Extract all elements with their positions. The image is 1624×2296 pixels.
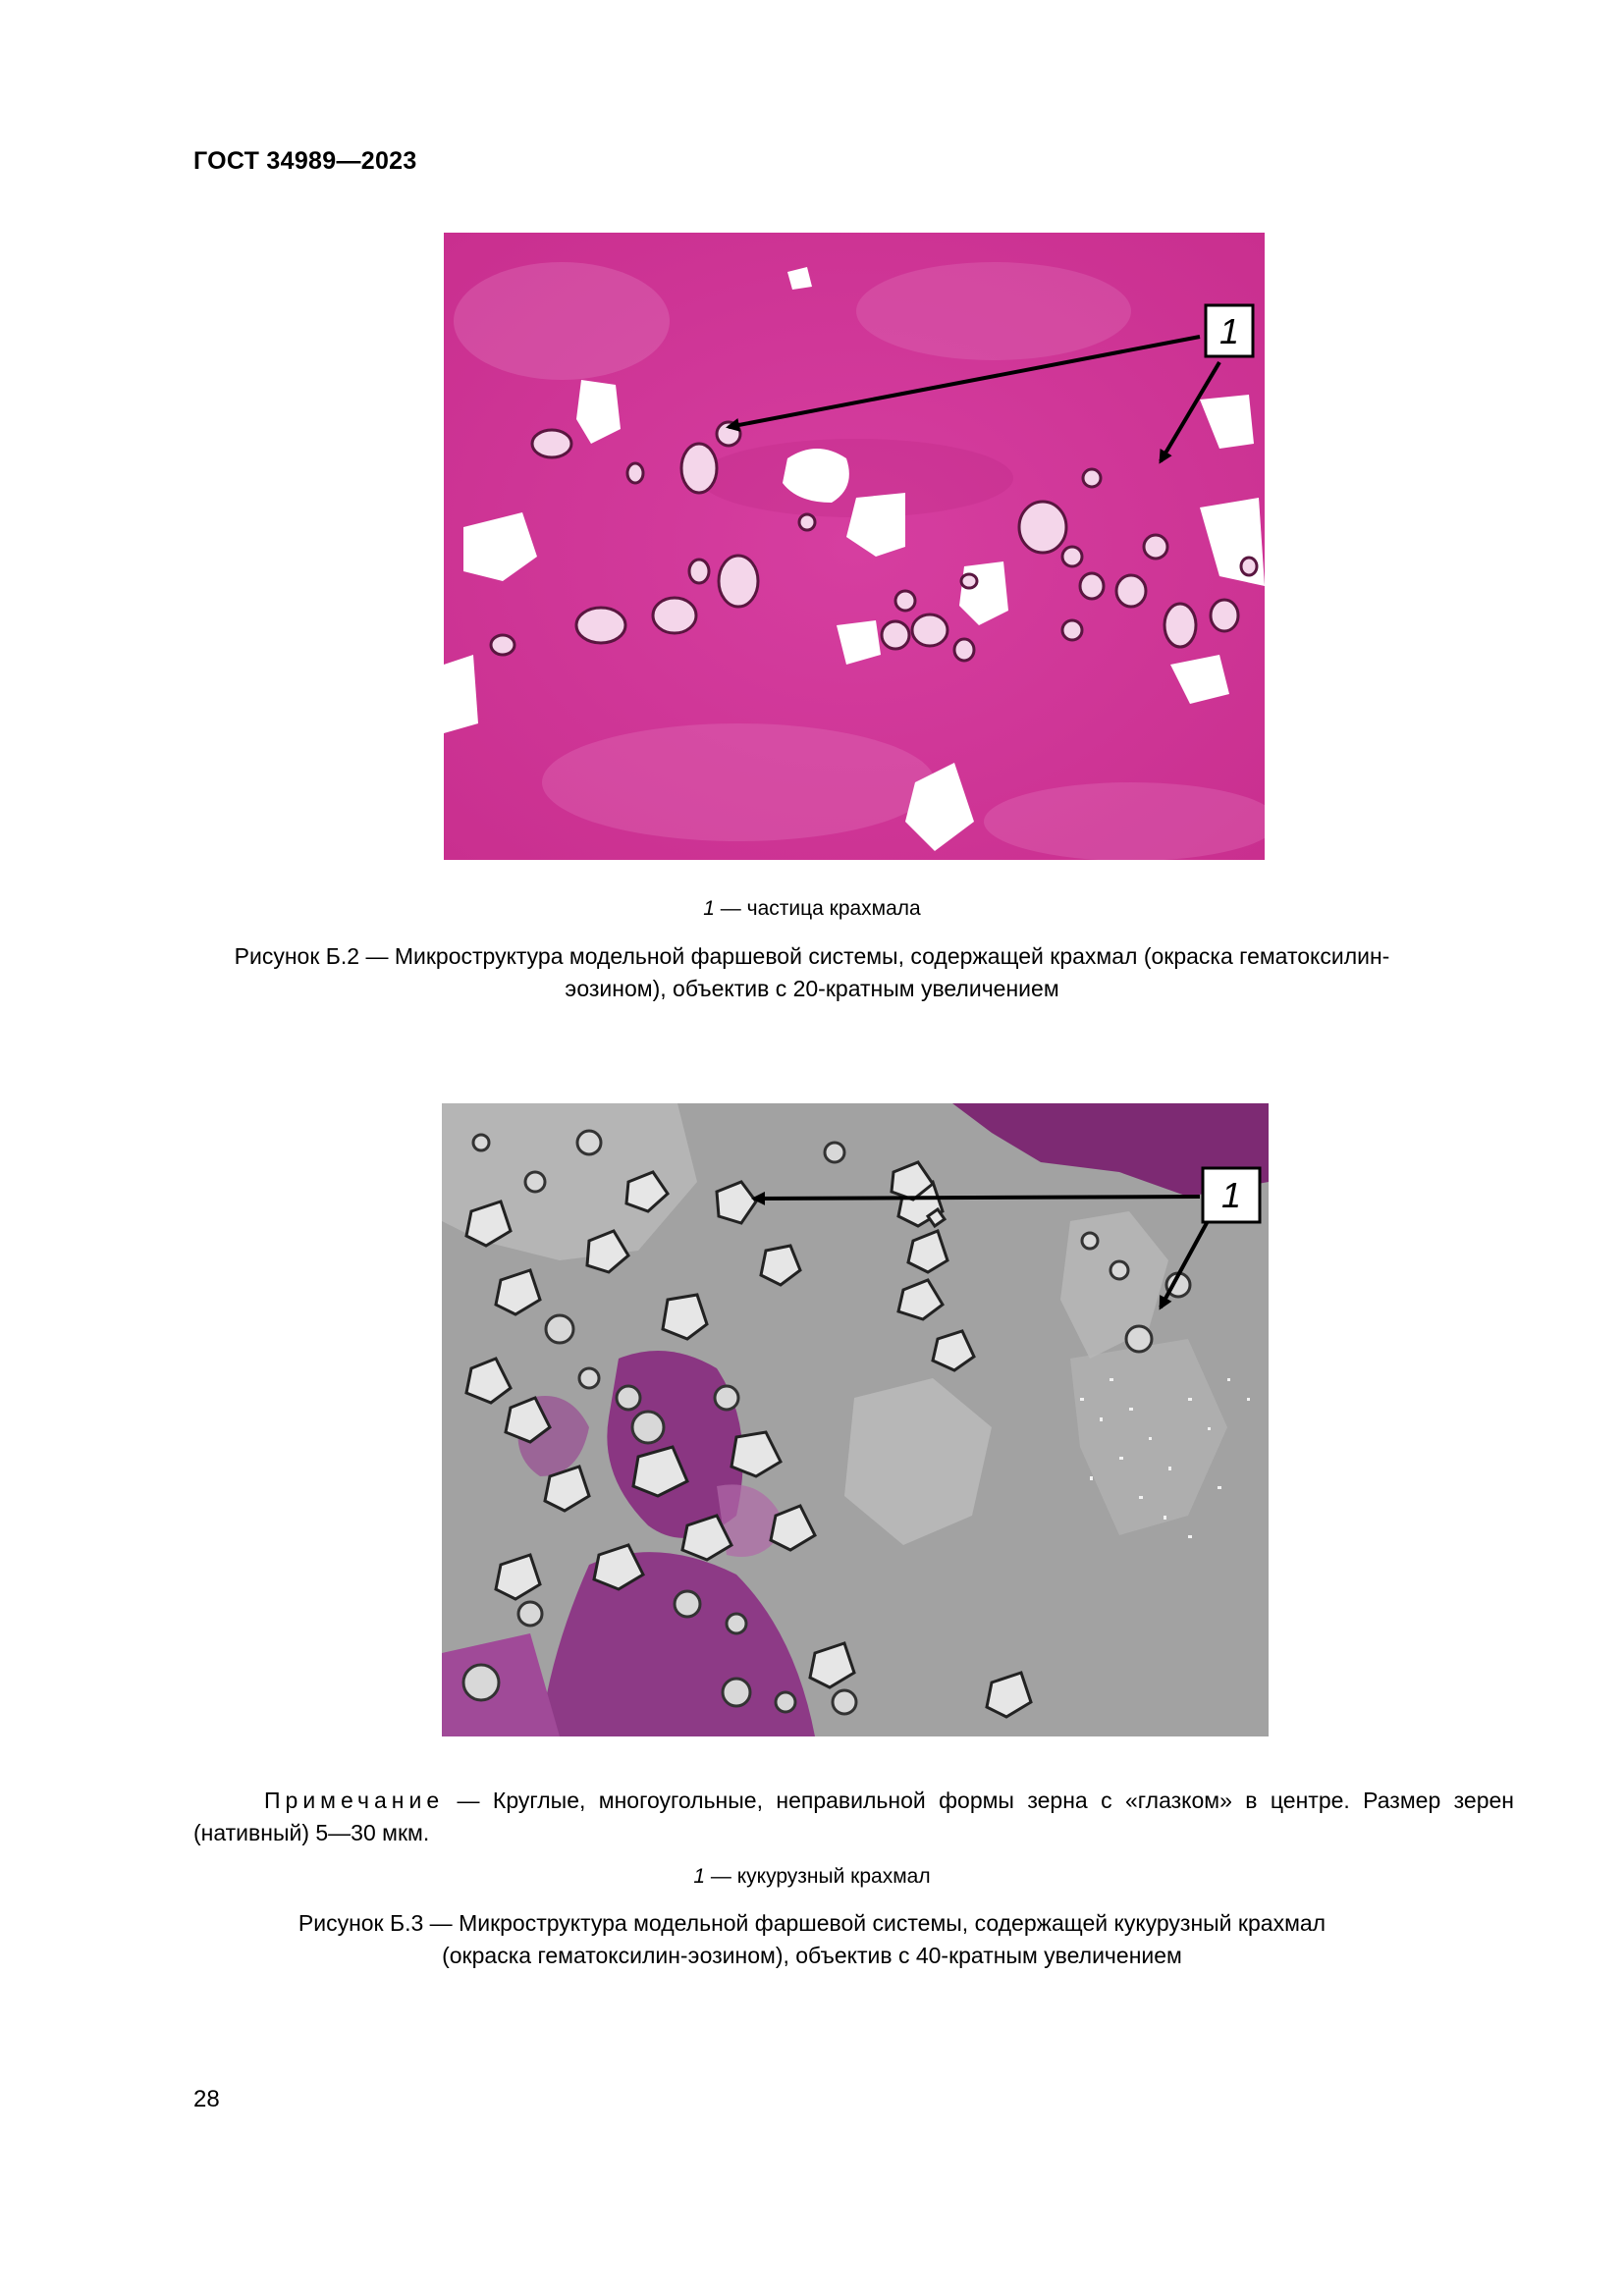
note-label: Примечание [264,1788,445,1813]
caption-b3-line1: Рисунок Б.3 — Микроструктура модельной фаршевой системы, содержащей кукурузный крахмал [298,1910,1326,1936]
caption-b2-line1: Рисунок Б.2 — Микроструктура модельной фаршевой системы, содержащей крахмал (окраска гематоксилин- [234,943,1390,969]
legend-text-b2: — частица крахмала [714,897,921,920]
caption-b2 [193,940,1431,1005]
micrograph-figure-b3 [442,1103,1269,1736]
micrograph-figure-b2 [444,233,1265,860]
caption-b3 [193,1907,1431,1972]
legend-number-b2: 1 [703,897,715,920]
page-number: 28 [193,2086,220,2112]
callout-label-b3: 1 [1220,1175,1242,1215]
caption-b3-line2: (окраска гематоксилин-эозином), объектив с 40-кратным увеличением [442,1943,1182,1968]
legend-text-b3: — кукурузный крахмал [705,1865,931,1888]
caption-b2-line2: эозином), объектив с 20-кратным увеличением [565,976,1059,1001]
document-header: ГОСТ 34989—2023 [193,147,417,175]
legend-b2 [0,897,1624,921]
note-text: — Круглые, многоугольные, неправильной формы зерна с «глазком» в центре. Размер зерен (нативный) 5—30 мкм. [193,1788,1514,1845]
legend-number-b3: 1 [693,1865,706,1888]
callout-label-b2: 1 [1218,311,1240,351]
micrograph-b2-image [444,233,1265,860]
note-b3 [193,1785,1514,1849]
micrograph-b3-image [442,1103,1269,1736]
legend-b3 [0,1865,1624,1889]
